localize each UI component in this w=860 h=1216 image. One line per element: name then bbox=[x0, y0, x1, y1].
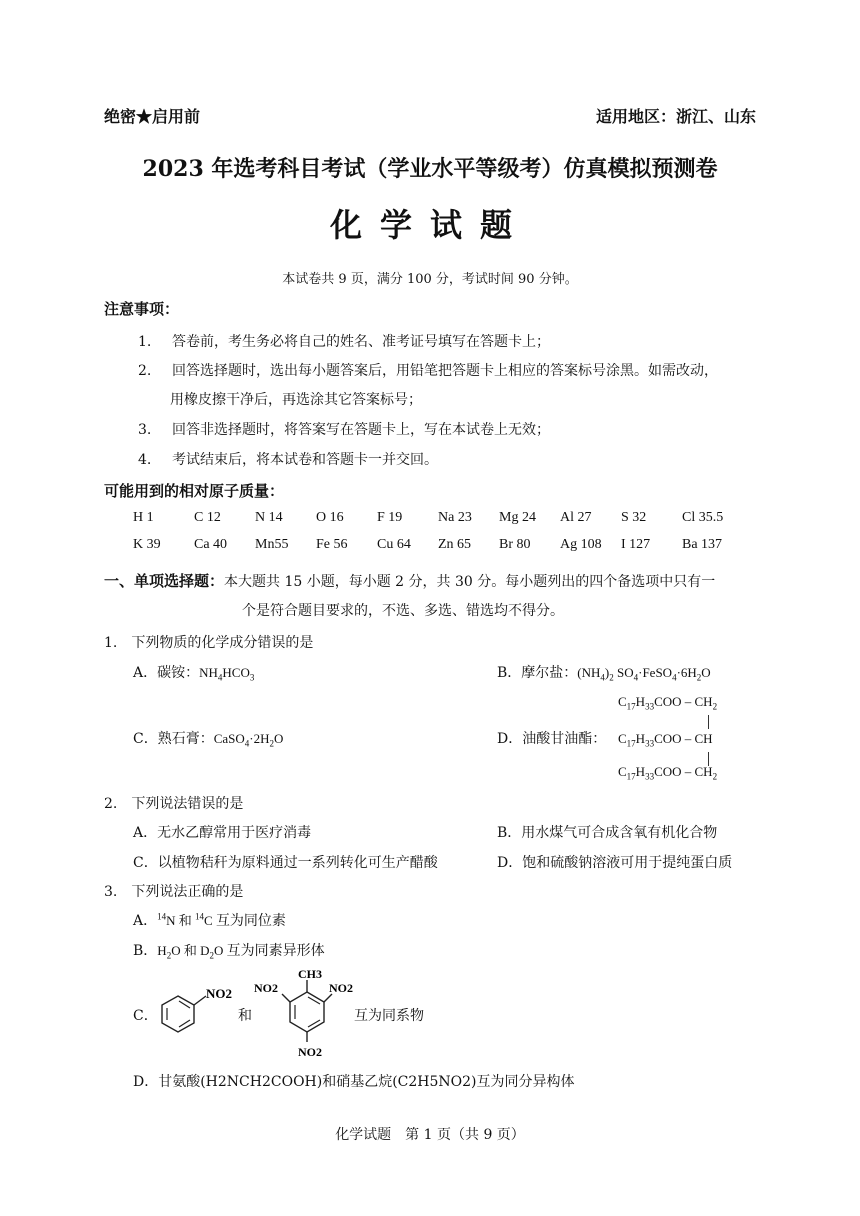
mass-item: Al 27 bbox=[560, 510, 592, 525]
svg-text:CH3: CH3 bbox=[298, 967, 322, 981]
tnt-structure bbox=[252, 962, 362, 1062]
q2-stem: 2. 下列说法错误的是 bbox=[104, 796, 244, 812]
mass-item: Cl 35.5 bbox=[682, 510, 724, 525]
exam-title: 2023 年选考科目考试（学业水平等级考）仿真模拟预测卷 bbox=[142, 156, 718, 182]
region-label: 适用地区：浙江、山东 bbox=[595, 107, 756, 126]
q3-stem: 3. 下列说法正确的是 bbox=[104, 884, 244, 900]
mass-item: F 19 bbox=[377, 510, 403, 525]
q2-option-c: C．以植物秸秆为原料通过一系列转化可生产醋酸 bbox=[133, 855, 438, 871]
bond-line bbox=[708, 715, 709, 729]
mass-item: Na 23 bbox=[438, 510, 472, 525]
masses-heading: 可能用到的相对原子质量： bbox=[104, 482, 285, 500]
q2-option-a: A．无水乙醇常用于医疗消毒 bbox=[133, 825, 312, 841]
notes-heading: 注意事项： bbox=[104, 300, 180, 318]
mass-item: Mn55 bbox=[255, 537, 289, 552]
mass-item: I 127 bbox=[621, 537, 651, 552]
q3-option-c-end: 互为同系物 bbox=[354, 1008, 424, 1024]
page-footer: 化学试题 第 1 页（共 9 页） bbox=[335, 1127, 525, 1143]
mass-item: C 12 bbox=[194, 510, 221, 525]
mass-item: S 32 bbox=[621, 510, 647, 525]
mass-item: H 1 bbox=[133, 510, 154, 525]
svg-text:NO2: NO2 bbox=[206, 986, 232, 1001]
q2-option-b: B．用水煤气可合成含氧有机化合物 bbox=[497, 825, 718, 841]
note-item-1: 1. 答卷前，考生务必将自己的姓名、准考证号填写在答题卡上； bbox=[138, 334, 550, 350]
mass-item: K 39 bbox=[133, 537, 161, 552]
nitrobenzene-structure bbox=[158, 982, 238, 1042]
q1-option-d-label: D．油酸甘油酯： bbox=[497, 731, 607, 747]
triolein-row-2: $C_{17}H_{33}COO$ – CH bbox=[618, 731, 713, 749]
mass-item: N 14 bbox=[255, 510, 283, 525]
mass-item: Cu 64 bbox=[377, 537, 411, 552]
note-item-2: 2. 回答选择题时，选出每小题答案后，用铅笔把答题卡上相应的答案标号涂黑。如需改动， bbox=[138, 363, 718, 379]
mass-item: Ag 108 bbox=[560, 537, 602, 552]
q3-option-d: D．甘氨酸(H2NCH2COOH)和硝基乙烷(C2H5NO2)互为同分异构体 bbox=[133, 1074, 575, 1090]
q1-option-c: C．熟石膏：$CaSO_4\cdot 2H_2O$ bbox=[133, 731, 284, 749]
mass-item: O 16 bbox=[316, 510, 344, 525]
section1-line1: 一、单项选择题：本大题共 15 小题，每小题 2 分，共 30 分。每小题列出的四个备选项中只有一 bbox=[104, 572, 716, 590]
q2-option-d: D．饱和硫酸钠溶液可用于提纯蛋白质 bbox=[497, 855, 733, 871]
note-item-4: 4. 考试结束后，将本试卷和答题卡一并交回。 bbox=[138, 452, 438, 468]
mass-item: Ca 40 bbox=[194, 537, 228, 552]
mass-item: Ba 137 bbox=[682, 537, 723, 552]
confidential-label: 绝密★启用前 bbox=[104, 107, 201, 126]
mass-item: Fe 56 bbox=[316, 537, 348, 552]
svg-text:NO2: NO2 bbox=[298, 1045, 322, 1059]
mass-item: Mg 24 bbox=[499, 510, 536, 525]
q1-stem: 1. 下列物质的化学成分错误的是 bbox=[104, 635, 314, 651]
mass-item: Zn 65 bbox=[438, 537, 472, 552]
q3-option-b: B．$H_2O$ 和 $D_2O$ 互为同素异形体 bbox=[133, 943, 325, 961]
triolein-row-3: $C_{17}H_{33}COO - CH_2$ bbox=[618, 764, 718, 782]
masses-row-2 bbox=[133, 537, 743, 553]
svg-text:NO2: NO2 bbox=[329, 981, 353, 995]
triolein-row-1: $C_{17}H_{33}COO - CH_2$ bbox=[618, 694, 718, 712]
q3-option-c-label: C． bbox=[133, 1008, 158, 1024]
q1-option-a: A．碳铵：$NH_4HCO_3$ bbox=[133, 665, 255, 683]
section1-line2: 个是符合题目要求的，不选、多选、错选均不得分。 bbox=[242, 603, 564, 619]
masses-row-1 bbox=[133, 510, 743, 526]
q1-option-b: B．摩尔盐：$(NH_4)_2$ $SO_4\cdot FeSO_4\cdot 6H_2O$ bbox=[497, 665, 711, 683]
exam-info: 本试卷共 9 页，满分 100 分，考试时间 90 分钟。 bbox=[282, 272, 578, 287]
mass-item: Br 80 bbox=[499, 537, 531, 552]
q3-option-a: A．$^{14}$N 和 $^{14}$C 互为同位素 bbox=[133, 911, 286, 929]
q3-option-c-and: 和 bbox=[238, 1008, 252, 1024]
note-item-3: 3. 回答非选择题时，将答案写在答题卡上，写在本试卷上无效； bbox=[138, 422, 550, 438]
note-item-2-cont: 用橡皮擦干净后，再选涂其它答案标号； bbox=[170, 392, 422, 408]
subject-title: 化学试题 bbox=[329, 206, 530, 244]
svg-text:NO2: NO2 bbox=[254, 981, 278, 995]
